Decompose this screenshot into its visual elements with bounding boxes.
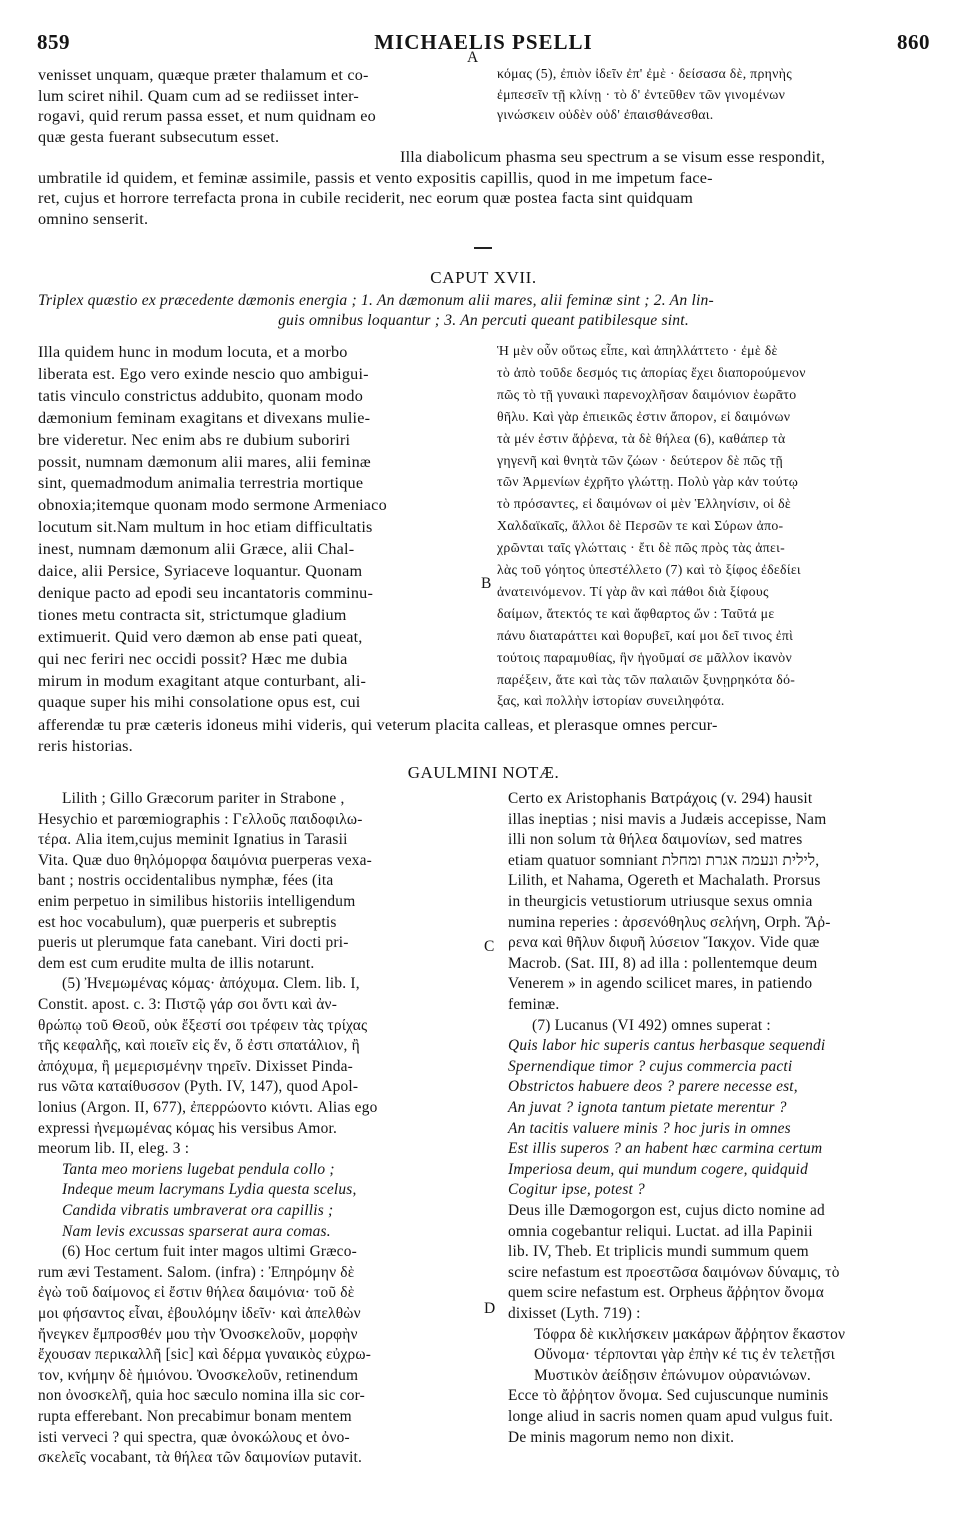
text-line: rupta efferebant. Non precabimur bonam mentem <box>38 1408 352 1425</box>
text-line: quaque super his mihi consolatione opus est, cui <box>38 693 361 712</box>
page-number-left: 859 <box>37 30 70 54</box>
text-line: (7) Lucanus (VI 492) omnes superat : <box>532 1016 771 1034</box>
text-line: (6) Hoc certum fuit inter magos ultimi Græco- <box>62 1243 357 1261</box>
text-line: rus νῶτα καταίθυσσον (Pyth. IV, 147), quod Apol- <box>38 1078 359 1096</box>
chapter-title: CAPUT XVII. <box>430 268 537 287</box>
text-line: dixisset (Lyth. 719) : <box>508 1305 641 1322</box>
text-line: dæmonium feminam exagitans et divexans mulie- <box>38 408 371 427</box>
text-line: in theurgicis vetustiorum utriusque sexus omnia <box>508 893 813 910</box>
text-line: Μυστικὸν ἀείδῃσιν ἐπώνυμον οὐρανιώνων. <box>534 1366 811 1384</box>
text-line: Τόφρα δὲ κικλήσκειν μακάρων ἄῤῥητον ἕκαστον <box>534 1325 846 1343</box>
text-line: daice, alii Persice, Syriaceve loquantur. Quonam <box>38 562 363 580</box>
text-line: isti verveci ? qui spectra, quæ ὀνοκώλους et ὀνο- <box>38 1428 350 1446</box>
text-line: Certo ex Aristophanis Βατράχοις (v. 294) hausit <box>508 790 813 807</box>
text-line: tiones metu contracta sit, strictumque gladium <box>38 605 347 624</box>
text-line: τὸ πρόσαντες, εἰ δαιμόνων οἱ μὲν Ἑλληνίσιν, οἱ δὲ <box>497 496 791 512</box>
text-line: πάνυ διαταράττει καὶ θορυβεῖ, καί μοι δεῖ τινος ἐπὶ <box>497 627 794 643</box>
text-line: Macrob. (Sat. III, 8) ad illa : pollentemque deum <box>508 954 818 972</box>
text-line: Constit. apost. c. 3: Πιστῷ γάρ σοι ὄντι καὶ ἀν- <box>38 996 338 1013</box>
text-line: venisset unquam, quæque præter thalamum et co- <box>38 66 369 84</box>
text-line: ρενα καὶ θῆλυν διφυῆ λύσειον Ἴακχον. Vide quæ <box>508 934 820 952</box>
text-line: ἤνεγκεν ἔμπροσθέν μου τὴν Ὀνοσκελοῦν, μορφὴν <box>38 1325 358 1343</box>
text-line: afferendæ tu præ cæteris idoneus mihi videris, qui veterum placita calleas, et plerasque omnes percur- <box>38 716 718 734</box>
text-line: ἔχουσαν περικαλλῆ [sic] καὶ δέρμα γυναικὸς εὐχρω- <box>38 1346 372 1364</box>
text-line: etiam quatuor somniant לילית ונעמה אגרת ומחלת, <box>508 851 820 869</box>
text-line: Ἡ μὲν οὖν οὕτως εἶπε, καὶ ἀπηλλάττετο · ἐμὲ δὲ <box>497 343 778 358</box>
text-line: τῆς κεφαλῆς, καὶ ποιεῖν εἰς ἕν, ὅ ἐστι σπατάλιον, ἢ <box>38 1037 360 1055</box>
text-line: δαίμων, ἄτεκτός τε καὶ ἄφθαρτος ὤν : Ταῦτά με <box>497 605 775 621</box>
text-line: lonius (Argon. II, 677), ἐπερρώοντο κιόντι. Alias ego <box>38 1099 378 1116</box>
text-line: meorum lib. II, eleg. 3 : <box>38 1140 190 1158</box>
text-line: sint, quemadmodum animalia terrestria mortique <box>38 474 364 493</box>
text-line: bant ; nostris occidentalibus nymphæ, fées (ita <box>38 872 334 890</box>
text-line: lum sciret nihil. Quam cum ad se rediisset inter- <box>38 86 360 105</box>
text-line: Est illis superos ? an habent hæc carmina certum <box>508 1140 823 1158</box>
text-line: qui nec feriri nec occidi possit? Hæc me dubia <box>38 649 348 668</box>
text-line: ἀνατεινόμενον. Τί γὰρ ἂν καὶ πάθοι διὰ ξίφους <box>497 583 769 599</box>
text-line: Ecce τὸ ἄῤῥητον ὄνομα. Sed cujuscunque numinis <box>508 1387 829 1405</box>
text-line: rogavi, quid rerum passa esset, et num quidnam eo <box>38 107 376 125</box>
text-line: θρώπῳ τοῦ Θεοῦ, οὐκ ἔξεστί σοι τρέφειν τὰς τρίχας <box>38 1016 368 1034</box>
text-line: λὰς τοῦ γόητος ὑπεστέλλετο (7) καὶ τὸ ξίφος ἐδεδίει <box>497 562 801 577</box>
text-line: illi non solum τὰ θήλεα δαιμονίων, sed matres <box>508 831 803 849</box>
text-line: ἐγὼ τοῦ δαίμονος εἰ ἔστιν θήλεα δαιμόνια· τοῦ δὲ <box>38 1284 355 1302</box>
text-line: umbratile id quidem, et feminæ assimile, passis et vento expositis capillis, quod in me impetum face- <box>38 168 713 187</box>
text-line: omnia cogebantur reliqui. Luctat. ad illa Papinii <box>508 1222 813 1240</box>
text-line: locutum sit.Nam multum in hoc etiam difficultatis <box>38 518 373 537</box>
text-line: Deus ille Dæmogorgon est, cujus dicto nomine ad <box>508 1202 825 1219</box>
text-line: τὸ ἀπὸ τοῦδε δεσμός τις ἀπορίας ἔχει διαπορούμενον <box>497 364 806 380</box>
notes-title: GAULMINI NOTÆ. <box>407 763 560 782</box>
text-line: ἀπόχυμα, ἢ μεμερισμένην τηρεῖν. Dixisset Pinda- <box>38 1057 354 1075</box>
text-line: Lilith ; Gillo Græcorum pariter in Strabone , <box>62 790 345 807</box>
text-line: omnino senserit. <box>38 209 149 228</box>
text-line: ret, cujus et horrore terrefacta prona in cubile reciderit, nec eorum quæ postea facta sint quidquam <box>38 189 694 207</box>
text-line: est hoc vocabulum), quæ puerperis et subreptis <box>38 913 337 931</box>
text-line: Cogitur ipse, potest ? <box>508 1181 645 1199</box>
text-line: κόμας (5), ἐπιὸν ἰδεῖν ἐπ' ἐμὲ · δείσασα δὲ, πρηνὴς <box>497 66 792 81</box>
margin-label-d: D <box>484 1300 496 1317</box>
text-line: Obstrictos habuere deos ? parere necesse est, <box>508 1078 798 1096</box>
text-line: Illa quidem hunc in modum locuta, et a morbo <box>38 343 348 361</box>
margin-label-a: A <box>467 49 479 66</box>
text-line: τὰ μέν ἐστιν ἄῤῥενα, τὰ δὲ θήλεα (6), καθάπερ τὰ <box>497 430 786 446</box>
text-line: quæ gesta fuerant subsecutum esset. <box>38 127 280 146</box>
text-line: lib. IV, Theb. Et triplicis mundi summum quem <box>508 1243 809 1261</box>
text-line: illas ineptias ; nisi mavis a Judæis accepisse, Nam <box>508 810 827 828</box>
text-line: Imperiosa deum, qui mundum cogere, quidquid <box>508 1160 808 1178</box>
text-line: quem scire nefastum est. Orpheus ἄῤῥητον ὄνομα <box>508 1284 825 1302</box>
text-line: τῶν Ἀρμενίων ἐχρῆτο γλώττῃ. Πολὺ γὰρ κἀν τούτῳ <box>497 474 799 490</box>
text-line: ξας, καὶ πολλὴν ἱστορίαν συνειληφότα. <box>497 693 725 709</box>
text-line: inest, numnam dæmonum alii Græce, alii Chal- <box>38 540 355 559</box>
text-line: (5) Ἠνεμωμένας κόμας· ἀπόχυμα. Clem. lib. I, <box>62 975 360 993</box>
text-line: Venerem » in agendo scilicet mares, in patiendo <box>508 975 813 993</box>
top-fullwidth-line: Illa diabolicum phasma seu spectrum a se visum esse respondit, <box>400 148 826 166</box>
text-line: Candida vibratis umbraverat ora capillis ; <box>62 1202 334 1219</box>
text-line: γινώσκειν οὐδὲν οὐδ' ἐπαισθάνεσθαι. <box>497 107 714 122</box>
text-line: πῶς τὸ τῇ γυναικὶ παρενοχλῆσαν δαιμόνιον ἑωρᾶτο <box>497 386 797 402</box>
text-line: expressi ἠνεμωμένας κόμας his versibus Amor. <box>38 1119 337 1137</box>
text-line: Nam levis excussas sparserat aura comas. <box>62 1222 331 1240</box>
text-line: τούτοις παραμυθίας, ἣν ἡγοῦμαί σε μᾶλλον ἱκανὸν <box>497 649 793 665</box>
text-line: τον, κνήμην δὲ ἡμιόνου. Ὀνοσκελοῦν, retinendum <box>38 1366 359 1384</box>
running-title: MICHAELIS PSELLI <box>374 30 593 54</box>
chapter-subtitle-line1: Triplex quæstio ex præcedente dæmonis energia ; 1. An dæmonum alii mares, alii feminæ sint ; 2. An lin- <box>38 292 714 309</box>
text-line: παρέξειν, ἅτε καὶ τὰς τῶν παλαιῶν ξυνῃρηκότα δό- <box>497 671 796 687</box>
text-line: mirum in modum exagitant atque conturbant, ali- <box>38 671 367 690</box>
text-line: Hesychio et parœmiographis : Γελλοῦς παιδοφιλω- <box>38 810 363 828</box>
margin-label-c: C <box>484 938 495 955</box>
text-line: scire nefastum est προεστῶσα δαιμόνων δύναμις, τὸ <box>508 1263 840 1281</box>
text-line: tatis vinculo constrictus addubito, quonam modo <box>38 386 364 405</box>
section-divider <box>474 247 492 249</box>
text-line: reris historias. <box>38 736 133 755</box>
text-line: enim perpetuo in similibus historiis intelligendum <box>38 893 356 910</box>
text-line: liberata est. Ego vero exinde nescio quo ambigui- <box>38 364 369 383</box>
text-line: denique pacto ad epodi seu incantatoris comminu- <box>38 583 374 602</box>
text-line: Tanta meo moriens lugebat pendula collo ; <box>62 1160 335 1178</box>
text-line: bre videretur. Nec enim abs re dubium suboriri <box>38 430 351 449</box>
text-line: Spernendique timor ? cujus commercia pacti <box>508 1057 793 1075</box>
text-line: possit, numnam dæmonum alii mares, alii feminæ <box>38 452 371 471</box>
text-line: Lilith, et Nahama, Ogereth et Machalath. Prorsus <box>508 872 821 890</box>
page-number-right: 860 <box>897 30 930 54</box>
text-line: longe aliud in sacris nomen quam apud vulgus fuit. <box>508 1408 834 1425</box>
text-line: γηγενῆ καὶ θνητὰ τῶν ζώων · δεύτερον δὲ πῶς τῇ <box>497 452 783 468</box>
text-line: Vita. Quæ duo θηλόμορφα δαιμόνια puerperas vexa- <box>38 851 372 869</box>
text-line: pueris ut plerumque fata canebant. Viri docti pri- <box>38 934 349 952</box>
text-line: rum ævi Testament. Salom. (infra) : Ἐπηρόμην δὲ <box>38 1263 355 1281</box>
text-line: numina reperies : ἀρσενόθηλυς σελήνη, Orph. Ἄῤ- <box>508 913 831 931</box>
text-line: An juvat ? ignota tantum pietate merentur ? <box>508 1099 787 1116</box>
text-line: Χαλδαϊκαῖς, ἄλλοι δὲ Περσῶν τε καὶ Σύρων ἀπο- <box>497 518 784 534</box>
text-line: μοι φήσαντος εἶναι, ἐβουλόμην ἰδεῖν· καὶ ἀπελθὼν <box>38 1305 361 1322</box>
text-line: Quis labor hic superis cantus herbasque sequendi <box>508 1037 826 1055</box>
text-line: Οὔνομα· τέρπονται γὰρ ἐπὴν κέ τις ἐν τελετῇσι <box>534 1346 835 1364</box>
text-line: obnoxia;itemque quonam modo sermone Armeniaco <box>38 496 387 515</box>
text-line: χρῶνται ταῖς γλώτταις · ἔτι δὲ πῶς πρὸς τὰς ἀπει- <box>497 540 786 556</box>
margin-label-b: B <box>481 575 492 592</box>
text-line: ἐμπεσεῖν τῇ κλίνῃ · τὸ δ' ἐντεῦθεν τῶν γινομένων <box>497 86 786 102</box>
text-line: dem est cum erudite multa de illis notarunt. <box>38 954 315 972</box>
text-line: extimuerit. Quid vero dæmon ab ense pati queat, <box>38 627 363 646</box>
text-line: σκελεῖς vocabant, τὰ θήλεα τῶν δαιμονίων putavit. <box>38 1449 363 1467</box>
text-line: feminæ. <box>508 996 560 1013</box>
text-line: θῆλυ. Καὶ γὰρ ἐπιεικῶς ἐστιν ἄπορον, εἰ δαιμόνων <box>497 408 791 424</box>
text-line: De minis magorum nemo non dixit. <box>508 1428 735 1446</box>
chapter-subtitle-line2: guis omnibus loquantur ; 3. An percuti queant patibilesque sint. <box>278 312 689 329</box>
text-line: Indeque meum lacrymans Lydia questa scelus, <box>62 1181 357 1199</box>
text-line: non ὀνοσκελῆ, quia hoc sæculo nomina illa sic cor- <box>38 1387 365 1405</box>
text-line: An tacitis valuere minis ? hoc juris in omnes <box>508 1119 791 1137</box>
text-line: τέρα. Alia item,cujus meminit Ignatius in Tarasii <box>38 831 348 849</box>
